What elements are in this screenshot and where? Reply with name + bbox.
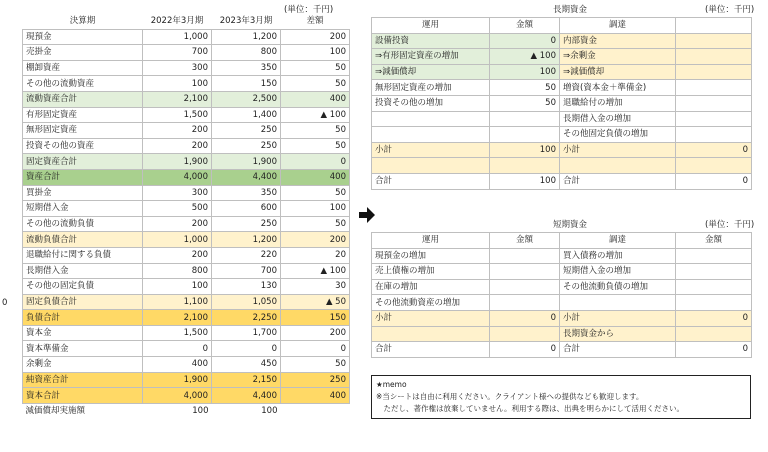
header-period: 決算期 (23, 14, 143, 29)
use-label: 在庫の増加 (372, 279, 490, 295)
use-label: その他流動資産の増加 (372, 295, 490, 311)
use-amount: 50 (490, 95, 560, 111)
side-zero-value: 0 (2, 298, 8, 308)
value-difference: 20 (281, 247, 350, 263)
row-label: 流動負債合計 (23, 232, 143, 248)
memo-line-1: ※当シートは自由に利用ください。クライアント様への提供なども歓迎します。 (376, 392, 644, 401)
source-label: その他固定負債の増加 (560, 127, 676, 143)
source-amount (676, 49, 752, 65)
table-row (23, 294, 350, 310)
long-header-amount: 金額 (490, 18, 560, 34)
value-difference: 100 (281, 45, 350, 61)
row-label: 短期借入金 (23, 201, 143, 217)
table-row (23, 232, 350, 248)
use-amount (490, 158, 560, 174)
use-amount (490, 111, 560, 127)
value-fy2023: 600 (212, 201, 281, 217)
use-label (372, 111, 490, 127)
value-difference: 50 (281, 60, 350, 76)
use-amount (490, 279, 560, 295)
table-row (23, 325, 350, 341)
source-amount (676, 279, 752, 295)
use-amount: 0 (490, 33, 560, 49)
source-label: 増資(資本金＋準備金) (560, 80, 676, 96)
value-difference: 400 (281, 388, 350, 404)
header-fy2022: 2022年3月期 (143, 14, 212, 29)
long-header-use: 運用 (372, 18, 490, 34)
table-row (23, 138, 350, 154)
table-row (23, 91, 350, 107)
table-row (23, 247, 350, 263)
table-row (372, 295, 752, 311)
row-label: 投資その他の資産 (23, 138, 143, 154)
table-row (23, 216, 350, 232)
header-fy2023: 2023年3月期 (212, 14, 281, 29)
value-difference: 400 (281, 169, 350, 185)
table-row (372, 248, 752, 264)
row-label: 資本合計 (23, 388, 143, 404)
row-label: 資産合計 (23, 169, 143, 185)
value-fy2023: 350 (212, 185, 281, 201)
table-row (23, 45, 350, 61)
use-amount (490, 326, 560, 342)
value-fy2022: 200 (143, 123, 212, 139)
value-fy2023: 700 (212, 263, 281, 279)
table-row (23, 169, 350, 185)
table-row (372, 342, 752, 358)
value-fy2022: 1,900 (143, 154, 212, 170)
use-label (372, 127, 490, 143)
table-row (23, 403, 350, 418)
value-difference: 250 (281, 372, 350, 388)
source-label: 退職給付の増加 (560, 95, 676, 111)
source-amount (676, 80, 752, 96)
row-label: 資本金 (23, 325, 143, 341)
table-row (23, 279, 350, 295)
use-label: ⇒有形固定資産の増加 (372, 49, 490, 65)
use-amount: 0 (490, 310, 560, 326)
header-difference: 差額 (281, 14, 350, 29)
value-fy2023: 4,400 (212, 169, 281, 185)
row-label: 資本準備金 (23, 341, 143, 357)
value-fy2023: 1,200 (212, 29, 281, 45)
table-row (372, 310, 752, 326)
value-fy2023: 1,200 (212, 232, 281, 248)
row-label: 長期借入金 (23, 263, 143, 279)
row-label: 固定資産合計 (23, 154, 143, 170)
row-label: 現預金 (23, 29, 143, 45)
value-difference: 0 (281, 341, 350, 357)
use-amount: 100 (490, 173, 560, 189)
source-label: 合計 (560, 342, 676, 358)
table-row (372, 80, 752, 96)
value-fy2022: 800 (143, 263, 212, 279)
value-fy2022: 100 (192, 406, 209, 417)
source-amount (676, 64, 752, 80)
value-difference: 50 (281, 123, 350, 139)
source-amount (676, 326, 752, 342)
value-difference: 50 (281, 185, 350, 201)
long-funds-table (371, 17, 752, 190)
use-amount: 0 (490, 342, 560, 358)
value-fy2022: 4,000 (143, 388, 212, 404)
value-fy2022: 200 (143, 216, 212, 232)
use-label: 合計 (372, 173, 490, 189)
use-amount (490, 264, 560, 280)
short-funds-header-row (372, 233, 752, 249)
row-label: その他の固定負債 (23, 279, 143, 295)
table-row (372, 95, 752, 111)
source-label: 小計 (560, 142, 676, 158)
value-difference: 100 (281, 201, 350, 217)
row-label: 売掛金 (23, 45, 143, 61)
table-row (372, 158, 752, 174)
use-label: 投資その他の増加 (372, 95, 490, 111)
row-label: 余剰金 (23, 357, 143, 373)
short-funds-title: 短期資金 (552, 220, 587, 230)
value-fy2022: 300 (143, 185, 212, 201)
source-amount (676, 248, 752, 264)
value-fy2023: 2,500 (212, 91, 281, 107)
table-row (372, 64, 752, 80)
use-label: 売上債権の増加 (372, 264, 490, 280)
value-difference: 50 (281, 216, 350, 232)
value-difference (281, 403, 350, 418)
table-row (23, 185, 350, 201)
value-fy2023: 2,250 (212, 310, 281, 326)
row-label: 純資産合計 (23, 372, 143, 388)
value-fy2023: 100 (261, 406, 278, 417)
table-row (23, 310, 350, 326)
table-row (23, 201, 350, 217)
source-label: ⇒減価償却 (560, 64, 676, 80)
table-row (23, 107, 350, 123)
balance-sheet-header-row (23, 14, 350, 29)
value-fy2023: 0 (212, 341, 281, 357)
value-fy2022: 0 (143, 341, 212, 357)
use-amount: 100 (490, 142, 560, 158)
use-label (372, 326, 490, 342)
value-fy2023: 450 (212, 357, 281, 373)
value-difference: ▲ 100 (281, 263, 350, 279)
source-label: 短期借入金の増加 (560, 264, 676, 280)
short-header-source: 調達 (560, 233, 676, 249)
value-difference: 50 (281, 357, 350, 373)
value-fy2022: 1,100 (143, 294, 212, 310)
row-label: 有形固定資産 (23, 107, 143, 123)
row-label: 買掛金 (23, 185, 143, 201)
use-label: ⇒減価償却 (372, 64, 490, 80)
value-fy2023: 800 (212, 45, 281, 61)
value-difference: 150 (281, 310, 350, 326)
table-row (23, 372, 350, 388)
table-row (23, 263, 350, 279)
table-row (23, 357, 350, 373)
use-amount: 100 (490, 64, 560, 80)
long-header-source: 調達 (560, 18, 676, 34)
source-label: 長期借入金の増加 (560, 111, 676, 127)
table-row (372, 33, 752, 49)
short-funds-table (371, 232, 752, 358)
memo-box (371, 375, 751, 419)
use-label: 無形固定資産の増加 (372, 80, 490, 96)
source-amount (676, 111, 752, 127)
value-fy2022: 300 (143, 60, 212, 76)
source-amount (676, 295, 752, 311)
left-unit-label: (単位：千円) (284, 5, 334, 15)
use-label: 現預金の増加 (372, 248, 490, 264)
value-fy2022: 700 (143, 45, 212, 61)
use-label: 小計 (372, 310, 490, 326)
value-difference: 0 (281, 154, 350, 170)
use-label: 合計 (372, 342, 490, 358)
use-label: 設備投資 (372, 33, 490, 49)
table-row (23, 29, 350, 45)
source-label: 合計 (560, 173, 676, 189)
value-difference: 50 (281, 76, 350, 92)
short-header-amount2: 金額 (676, 233, 752, 249)
source-amount: 0 (676, 310, 752, 326)
row-label: 退職給付に関する負債 (23, 247, 143, 263)
value-fy2023: 250 (212, 216, 281, 232)
value-difference: 400 (281, 91, 350, 107)
source-label (560, 158, 676, 174)
value-fy2022: 200 (143, 138, 212, 154)
source-amount: 0 (676, 142, 752, 158)
table-row (372, 111, 752, 127)
value-difference: 200 (281, 232, 350, 248)
value-fy2023: 220 (212, 247, 281, 263)
row-label: 負債合計 (23, 310, 143, 326)
source-label: ⇒余剰金 (560, 49, 676, 65)
value-fy2023: 1,050 (212, 294, 281, 310)
table-row (372, 279, 752, 295)
table-row (23, 341, 350, 357)
short-funds-unit: (単位：千円) (705, 220, 755, 230)
value-fy2022: 100 (143, 76, 212, 92)
value-fy2022: 200 (143, 247, 212, 263)
use-amount (490, 295, 560, 311)
value-fy2022: 1,000 (143, 232, 212, 248)
use-amount (490, 127, 560, 143)
value-difference: 200 (281, 29, 350, 45)
memo-title: ★memo (376, 380, 407, 389)
value-fy2023: 250 (212, 138, 281, 154)
short-header-use: 運用 (372, 233, 490, 249)
row-label: その他の流動負債 (23, 216, 143, 232)
source-amount: 0 (676, 173, 752, 189)
value-fy2022: 500 (143, 201, 212, 217)
value-fy2023: 1,700 (212, 325, 281, 341)
value-difference: 200 (281, 325, 350, 341)
table-row (23, 76, 350, 92)
row-label: 棚卸資産 (23, 60, 143, 76)
table-row (23, 60, 350, 76)
value-difference: 50 (281, 138, 350, 154)
source-amount: 0 (676, 342, 752, 358)
long-funds-header-row (372, 18, 752, 34)
value-difference: ▲ 50 (281, 294, 350, 310)
memo-line-2: ただし、著作権は放棄していません。利用する際は、出典を明らかにして活用ください。 (376, 404, 684, 413)
value-fy2022: 1,500 (143, 107, 212, 123)
value-fy2023: 250 (212, 123, 281, 139)
value-difference: ▲ 100 (281, 107, 350, 123)
source-amount (676, 33, 752, 49)
source-label: 内部資金 (560, 33, 676, 49)
value-fy2022: 1,900 (143, 372, 212, 388)
long-header-amount2 (676, 18, 752, 34)
source-label: その他流動負債の増加 (560, 279, 676, 295)
table-row (23, 388, 350, 404)
source-label (560, 295, 676, 311)
row-label: その他の流動資産 (23, 76, 143, 92)
value-fy2023: 1,400 (212, 107, 281, 123)
table-row (372, 49, 752, 65)
row-label: 減価償却実施額 (25, 406, 86, 417)
value-fy2023: 130 (212, 279, 281, 295)
table-row (372, 326, 752, 342)
row-label: 固定負債合計 (23, 294, 143, 310)
long-funds-unit: (単位：千円) (705, 5, 755, 15)
long-funds-title: 長期資金 (552, 5, 587, 15)
value-fy2022: 2,100 (143, 91, 212, 107)
table-row (23, 123, 350, 139)
use-amount: 50 (490, 80, 560, 96)
balance-sheet-table (22, 14, 350, 418)
table-row (372, 127, 752, 143)
source-label: 長期資金から (560, 326, 676, 342)
value-fy2023: 350 (212, 60, 281, 76)
source-label: 小計 (560, 310, 676, 326)
source-label: 買入債務の増加 (560, 248, 676, 264)
value-fy2022: 1,500 (143, 325, 212, 341)
value-fy2023: 1,900 (212, 154, 281, 170)
row-label: 無形固定資産 (23, 123, 143, 139)
value-fy2023: 2,150 (212, 372, 281, 388)
short-header-amount: 金額 (490, 233, 560, 249)
use-amount (490, 248, 560, 264)
use-label: 小計 (372, 142, 490, 158)
value-fy2023: 4,400 (212, 388, 281, 404)
value-fy2022: 1,000 (143, 29, 212, 45)
source-amount (676, 95, 752, 111)
row-label: 流動資産合計 (23, 91, 143, 107)
use-label (372, 158, 490, 174)
use-amount: ▲ 100 (490, 49, 560, 65)
value-difference: 30 (281, 279, 350, 295)
value-fy2022: 4,000 (143, 169, 212, 185)
source-amount (676, 158, 752, 174)
value-fy2022: 2,100 (143, 310, 212, 326)
value-fy2022: 400 (143, 357, 212, 373)
table-row (23, 154, 350, 170)
table-row (372, 173, 752, 189)
arrow-right-icon (358, 206, 376, 224)
table-row (372, 264, 752, 280)
value-fy2023: 150 (212, 76, 281, 92)
table-row (372, 142, 752, 158)
source-amount (676, 127, 752, 143)
value-fy2022: 100 (143, 279, 212, 295)
source-amount (676, 264, 752, 280)
